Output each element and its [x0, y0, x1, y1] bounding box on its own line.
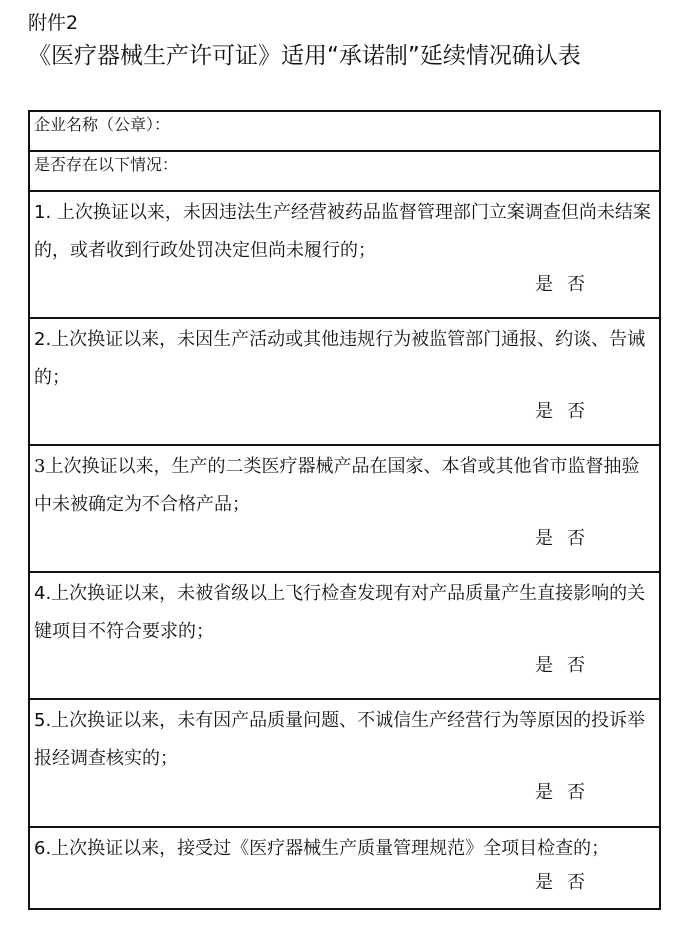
- no-option[interactable]: 否: [567, 655, 585, 677]
- yes-option[interactable]: 是: [535, 782, 553, 804]
- page-title: 《医疗器械生产许可证》适用“承诺制”延续情况确认表: [28, 43, 581, 69]
- no-option[interactable]: 否: [567, 528, 585, 550]
- confirmation-table: [28, 110, 661, 910]
- yes-no-choice-2: [34, 399, 653, 425]
- condition-text-3: 3上次换证以来，生产的二类医疗器械产品在国家、本省或其他省市监督抽验中未被确定为不合格产品；: [34, 456, 640, 516]
- yes-option[interactable]: 是: [535, 274, 553, 295]
- no-option[interactable]: 否: [567, 782, 585, 804]
- condition-row-4: [29, 572, 660, 699]
- condition-row-3: [29, 445, 660, 572]
- yes-no-choice-6: [34, 870, 653, 896]
- condition-row-5: [29, 699, 660, 826]
- condition-text-1: 1. 上次换证以来，未因违法生产经营被药品监督管理部门立案调查但尚未结案的，或者收到行政处罚决定但尚未履行的；: [34, 202, 651, 261]
- yes-no-choice-4: [34, 653, 653, 679]
- company-name-label: 企业名称（公章）：: [29, 111, 660, 151]
- company-row: [29, 111, 660, 151]
- yes-option[interactable]: 是: [535, 401, 553, 423]
- yes-option[interactable]: 是: [535, 871, 553, 893]
- yes-no-choice-3: [34, 526, 653, 552]
- attachment-label: 附件2: [28, 12, 79, 34]
- yes-option[interactable]: 是: [535, 655, 553, 677]
- no-option[interactable]: 否: [567, 871, 585, 893]
- yes-option[interactable]: 是: [535, 528, 553, 550]
- condition-row-1: [29, 191, 660, 318]
- condition-text-2: 2.上次换证以来，未因生产活动或其他违规行为被监管部门通报、约谈、告诫的；: [34, 329, 646, 389]
- condition-text-4: 4.上次换证以来，未被省级以上飞行检查发现有对产品质量产生直接影响的关键项目不符合要求的；: [34, 583, 646, 643]
- condition-text-6: 6.上次换证以来，接受过《医疗器械生产质量管理规范》全项目检查的；: [34, 837, 610, 859]
- situations-label: 是否存在以下情况：: [29, 151, 660, 191]
- situations-row: [29, 151, 660, 191]
- no-option[interactable]: 否: [567, 401, 585, 423]
- condition-text-5: 5.上次换证以来，未有因产品质量问题、不诚信生产经营行为等原因的投诉举报经调查核实的；: [34, 710, 646, 770]
- yes-no-choice-1: [34, 272, 653, 298]
- condition-row-2: [29, 318, 660, 445]
- no-option[interactable]: 否: [567, 274, 585, 295]
- condition-row-6: [29, 827, 660, 909]
- yes-no-choice-5: [34, 780, 653, 806]
